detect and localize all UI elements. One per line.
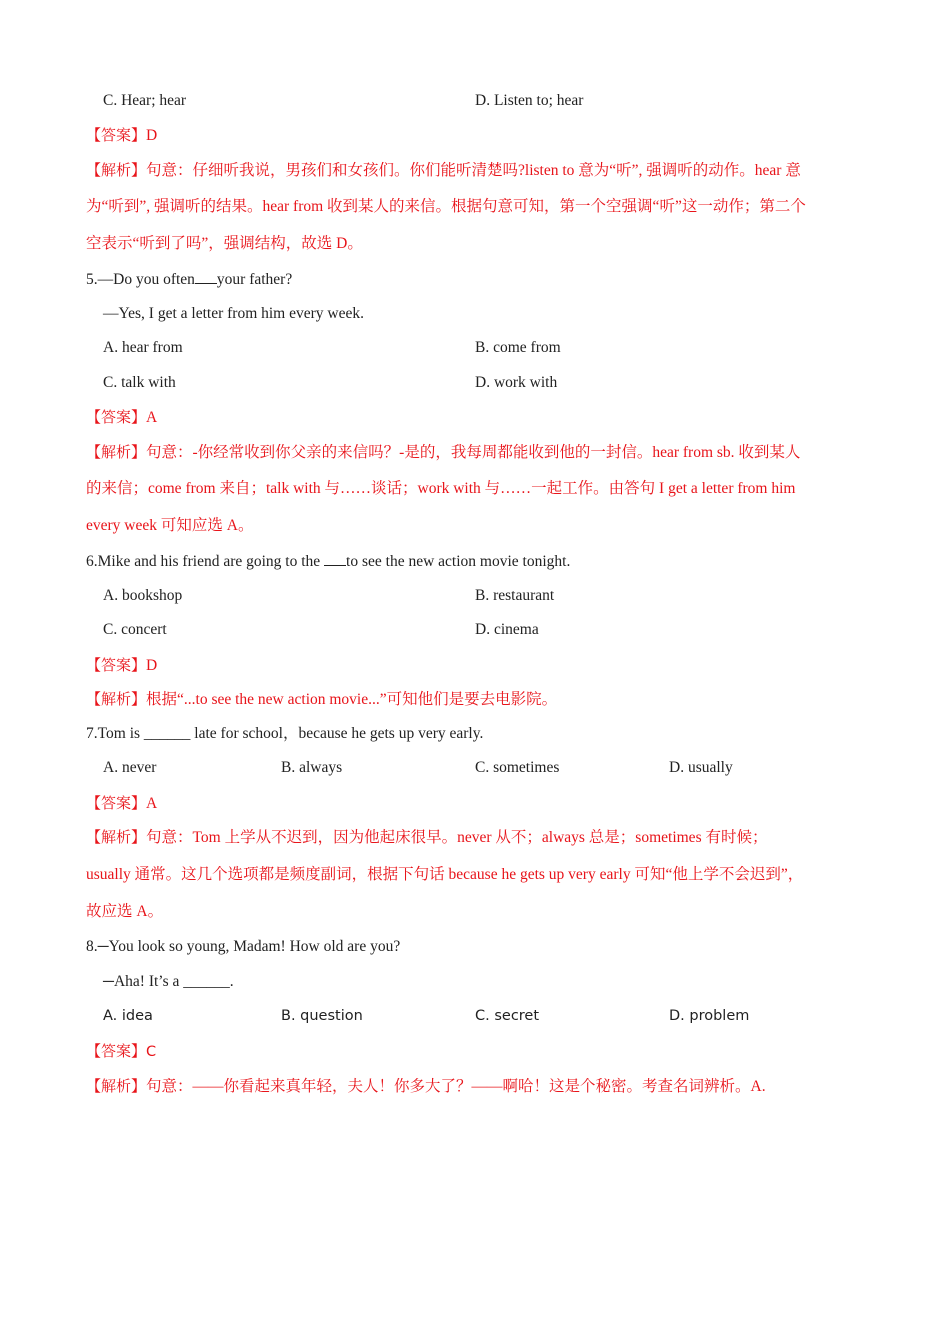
q8-stem: 8.─You look so young, Madam! How old are you? xyxy=(86,938,401,955)
q6-option-c: C. concert xyxy=(103,621,167,638)
explanation-text: 句意：Tom 上学从不迟到，因为他起床很早。never 从不；always 总是；sometimes 有时候； xyxy=(146,829,768,846)
q8-reply: ─Aha! It’s a ______. xyxy=(103,973,234,990)
q8-explanation-line-1 xyxy=(86,1076,766,1097)
q6-option-b: B. restaurant xyxy=(475,587,555,604)
q8-option-d: D. problem xyxy=(669,1008,750,1024)
q4-option-d: D. Listen to; hear xyxy=(475,92,584,109)
q7-option-a: A. never xyxy=(103,759,157,776)
explanation-text: 句意：仔细听我说，男孩们和女孩们。你们能听清楚吗?listen to 意为“听”, 强调听的动作。hear 意 xyxy=(146,162,801,179)
q5-stem-start: 5.—Do you often xyxy=(86,271,195,288)
answer-label: 【答案】 xyxy=(86,408,147,426)
answer-value: D xyxy=(146,657,158,674)
q7-explanation-line-2: usually 通常。这几个选项都是频度副词，根据下句话 because he gets up very early 可知“他上学不会迟到”， xyxy=(86,866,804,883)
explanation-text: 句意：——你看起来真年轻，夫人！你多大了？——啊哈！这是个秘密。考查名词辨析。A. xyxy=(146,1078,766,1095)
q6-option-d: D. cinema xyxy=(475,621,539,638)
explanation-label: 【解析】 xyxy=(86,690,147,708)
q7-answer xyxy=(86,793,157,814)
q6-explanation-line-1 xyxy=(86,689,557,710)
q7-stem: 7.Tom is ______ late for school，because he gets up very early. xyxy=(86,725,484,742)
q6-stem-end: to see the new action movie tonight. xyxy=(346,553,571,570)
q8-option-a: A. idea xyxy=(103,1008,153,1024)
q7-option-c: C. sometimes xyxy=(475,759,560,776)
q5-explanation-line-2: 的来信；come from 来自；talk with 与……谈话；work with 与……一起工作。由答句 I get a letter from him xyxy=(86,480,796,497)
explanation-text: 根据“...to see the new action movie...”可知他们是要去电影院。 xyxy=(146,691,558,708)
q4-explanation-line-2: 为“听到”, 强调听的结果。hear from 收到某人的来信。根据句意可知，第一个空强调“听”这一动作；第二个 xyxy=(86,198,806,215)
q4-option-c: C. Hear; hear xyxy=(103,92,187,109)
q5-explanation-line-1 xyxy=(86,442,800,463)
q7-explanation-line-3: 故应选 A。 xyxy=(86,903,164,920)
q8-answer xyxy=(86,1041,156,1062)
q6-option-a: A. bookshop xyxy=(103,587,183,604)
answer-label: 【答案】 xyxy=(86,1042,147,1060)
q4-answer xyxy=(86,125,157,146)
q5-stem-end: your father? xyxy=(216,271,293,288)
explanation-label: 【解析】 xyxy=(86,161,147,179)
q8-option-b: B. question xyxy=(281,1008,363,1024)
q5-option-c: C. talk with xyxy=(103,374,176,391)
q5-option-d: D. work with xyxy=(475,374,558,391)
explanation-label: 【解析】 xyxy=(86,828,147,846)
answer-value: C xyxy=(146,1044,157,1060)
blank xyxy=(195,269,217,284)
explanation-label: 【解析】 xyxy=(86,443,147,461)
answer-value: A xyxy=(146,795,158,812)
q5-option-a: A. hear from xyxy=(103,339,183,356)
q5-reply: —Yes, I get a letter from him every week. xyxy=(103,305,364,322)
q6-stem xyxy=(86,551,570,572)
q7-option-b: B. always xyxy=(281,759,343,776)
explanation-text: 句意：-你经常收到你父亲的来信吗？-是的，我每周都能收到他的一封信。hear from sb. 收到某人 xyxy=(146,444,801,461)
q8-option-c: C. secret xyxy=(475,1008,540,1024)
q6-answer xyxy=(86,655,157,676)
q5-option-b: B. come from xyxy=(475,339,561,356)
q5-answer xyxy=(86,407,157,428)
q4-explanation-line-3: 空表示“听到了吗”，强调结构，故选 D。 xyxy=(86,235,363,252)
answer-label: 【答案】 xyxy=(86,794,147,812)
answer-value: A xyxy=(146,409,158,426)
answer-label: 【答案】 xyxy=(86,126,147,144)
answer-label: 【答案】 xyxy=(86,656,147,674)
q5-stem xyxy=(86,269,292,290)
q7-option-d: D. usually xyxy=(669,759,733,776)
q7-explanation-line-1 xyxy=(86,827,767,848)
q6-stem-start: 6.Mike and his friend are going to the xyxy=(86,553,325,570)
answer-value: D xyxy=(146,127,158,144)
explanation-label: 【解析】 xyxy=(86,1077,147,1095)
q5-explanation-line-3: every week 可知应选 A。 xyxy=(86,517,254,534)
blank xyxy=(324,551,346,566)
q4-explanation-line-1 xyxy=(86,160,801,181)
